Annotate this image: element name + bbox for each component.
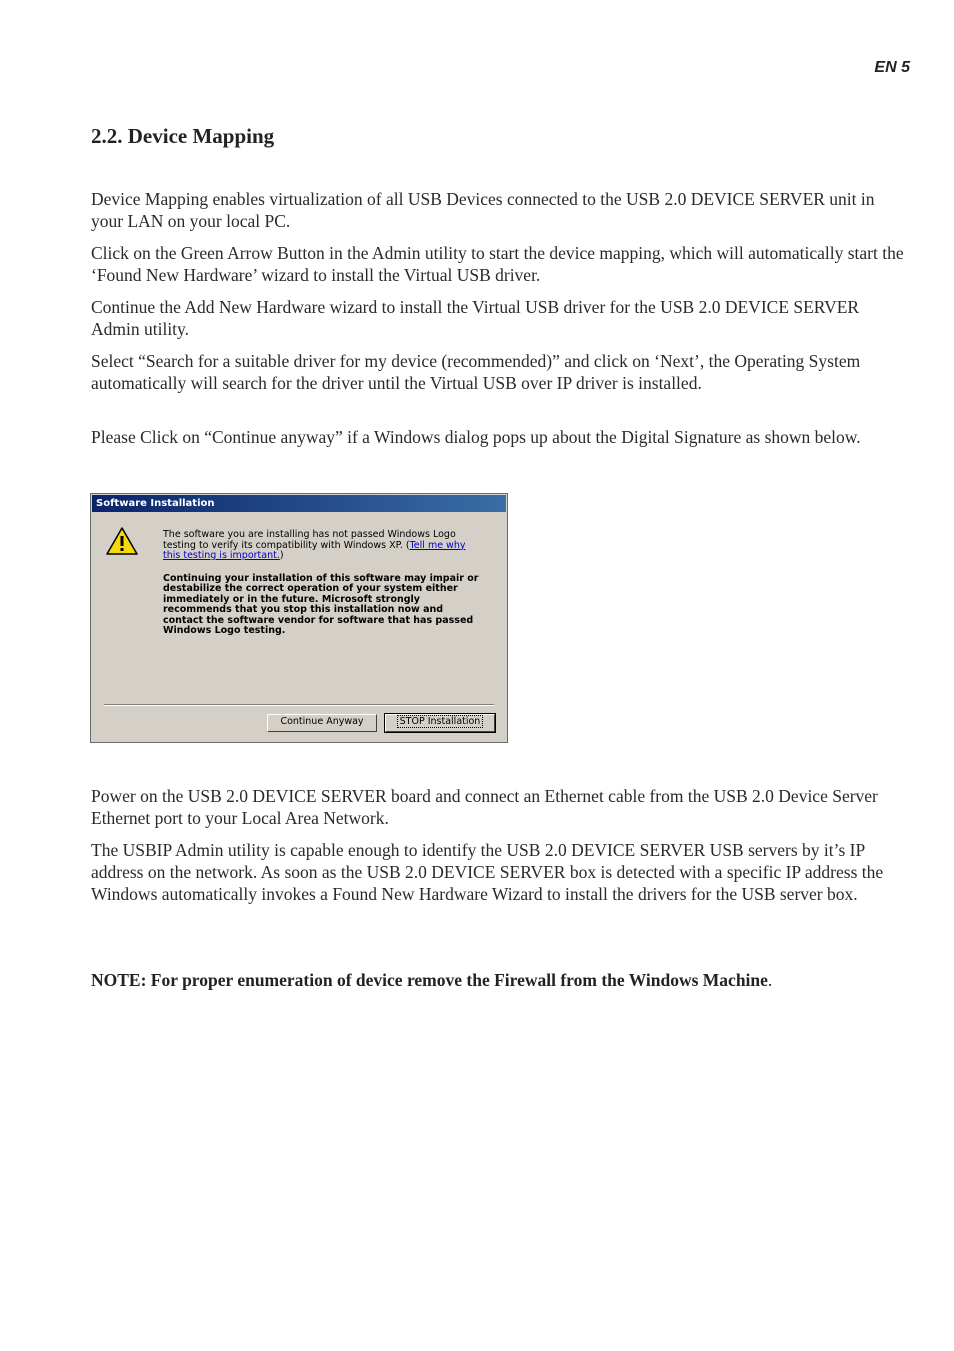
paragraph-usbip-admin: The USBIP Admin utility is capable enough to identify the USB 2.0 DEVICE SERVER USB servers by it’s IP address on the network. As soon as the USB 2.0 DEVICE SERVER box is detected with a specific IP address the Windows automatically invokes a Found New Hardware Wizard to install the drivers for the USB server box. [91, 840, 884, 904]
paragraph-intro: Device Mapping enables virtualization of all USB Devices connected to the USB 2.0 DEVICE SERVER unit in your LAN on your local PC. [91, 189, 875, 231]
firewall-note-bold: NOTE: For proper enumeration of device remove the Firewall from the Windows Machine [91, 970, 768, 990]
tell-me-why-link[interactable]: Tell me why this testing is important. [163, 539, 466, 561]
paragraph-select-search: Select “Search for a suitable driver for my device (recommended)” and click on ‘Next’, the Operating System automatically will search for the driver until the Virtual USB over IP driver is installed. [91, 351, 861, 393]
dialog-message [163, 530, 483, 562]
warning-icon [105, 526, 139, 556]
stop-installation-label: STOP Installation [397, 715, 484, 728]
paragraph-power-on: Power on the USB 2.0 DEVICE SERVER board and connect an Ethernet cable from the USB 2.0 Device Server Ethernet port to your Local Area Network. [91, 786, 878, 828]
dialog-title: Software Installation [92, 495, 506, 512]
stop-installation-button[interactable] [385, 714, 495, 732]
dialog-message-close: ) [279, 550, 284, 561]
paragraph-add-hardware: Continue the Add New Hardware wizard to install the Virtual USB driver for the USB 2.0 DEVICE SERVER Admin utility. [91, 297, 860, 339]
dialog-warning-text: Continuing your installation of this software may impair or destabilize the correct operation of your system either immediately or in the future. Microsoft strongly recommends that you stop this installation now and contact the software vendor for software that has passed Windows Logo testing. [163, 572, 479, 636]
page-number: EN 5 [874, 59, 910, 76]
firewall-note [91, 969, 906, 991]
software-installation-dialog [90, 493, 508, 743]
firewall-note-period: . [767, 970, 773, 990]
dialog-separator [104, 704, 494, 706]
continue-anyway-button[interactable]: Continue Anyway [267, 714, 377, 732]
paragraph-continue-anyway: Please Click on “Continue anyway” if a Windows dialog pops up about the Digital Signature as shown below. [91, 427, 861, 447]
dialog-message-text: The software you are installing has not passed Windows Logo testing to verify its compatibility with Windows XP. ( [163, 529, 456, 551]
dialog-message-block [163, 530, 483, 637]
paragraph-green-arrow: Click on the Green Arrow Button in the Admin utility to start the device mapping, which will automatically start the ‘Found New Hardware’ wizard to install the Virtual USB driver. [91, 243, 904, 285]
section-heading: 2.2. Device Mapping [91, 124, 275, 148]
